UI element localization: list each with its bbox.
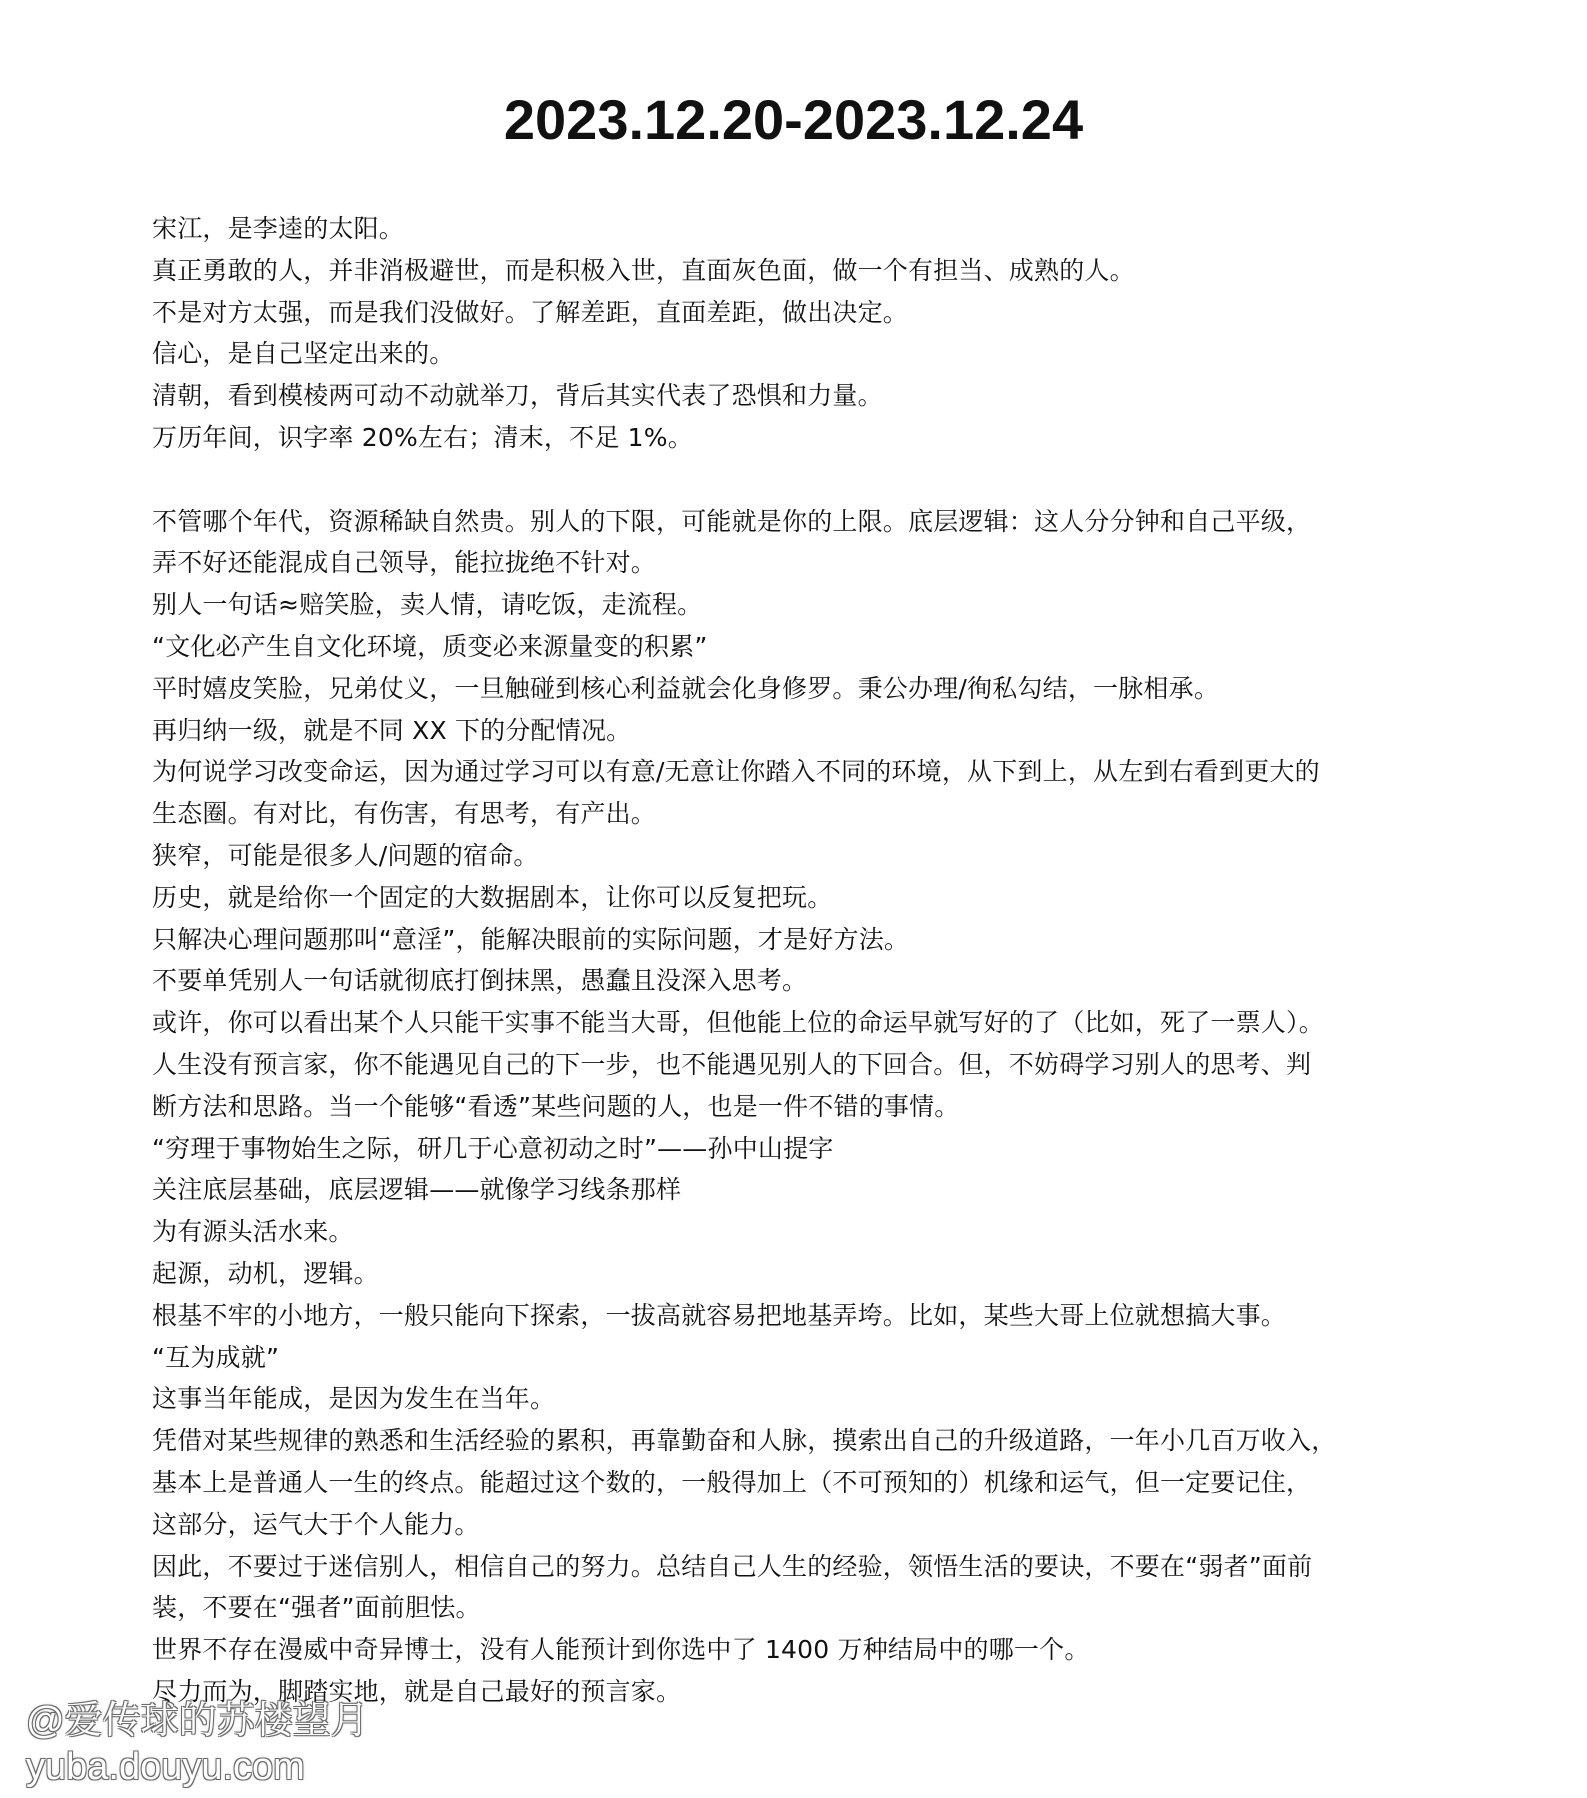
text-line: 别人一句话≈赔笑脸，卖人情，请吃饭，走流程。 [152, 590, 703, 620]
watermark-site: yuba.douyu.com [26, 1746, 305, 1788]
watermark-author: @爱传球的苏楼望月 [26, 1700, 369, 1742]
text-line: 不是对方太强，而是我们没做好。了解差距，直面差距，做出决定。 [152, 297, 909, 327]
text-line: 尽力而为，脚踏实地，就是自己最好的预言家。 [152, 1676, 682, 1706]
document-body [152, 208, 1452, 1713]
text-line: “穷理于事物始生之际，研几于心意初动之时”——孙中山提字 [152, 1133, 834, 1163]
text-line: 宋江，是李逵的太阳。 [152, 214, 405, 243]
text-line: 不要单凭别人一句话就彻底打倒抹黑，愚蠢且没深入思考。 [152, 966, 808, 996]
blank-line [152, 459, 1452, 501]
text-line: 再归纳一级，就是不同 XX 下的分配情况。 [152, 715, 632, 745]
text-line: 或许，你可以看出某个人只能干实事不能当大哥，但他能上位的命运早就写好的了（比如，死了一票人）。 [152, 1008, 1324, 1038]
text-line: 关注底层基础，底层逻辑——就像学习线条那样 [152, 1175, 682, 1205]
text-line: 平时嬉皮笑脸，兄弟仗义，一旦触碰到核心利益就会化身修罗。秉公办理/徇私勾结，一脉相承。 [152, 673, 1220, 703]
text-line: 这部分，运气大于个人能力。 [152, 1509, 480, 1539]
text-line: 只解决心理问题那叫“意淫”，能解决眼前的实际问题，才是好方法。 [152, 924, 910, 954]
text-line: 弄不好还能混成自己领导，能拉拢绝不针对。 [152, 548, 657, 578]
text-line: 历史，就是给你一个固定的大数据剧本，让你可以反复把玩。 [152, 882, 833, 912]
text-line: 世界不存在漫威中奇异博士，没有人能预计到你选中了 1400 万种结局中的哪一个。 [152, 1635, 1090, 1665]
text-line: 因此，不要过于迷信别人，相信自己的努力。总结自己人生的经验，领悟生活的要诀，不要在“弱者”面前 [152, 1551, 1313, 1581]
text-line: 这事当年能成，是因为发生在当年。 [152, 1384, 556, 1414]
text-line: 基本上是普通人一生的终点。能超过这个数的，一般得加上（不可预知的）机缘和运气，但一定要记住， [152, 1467, 1312, 1497]
text-line: 为何说学习改变命运，因为通过学习可以有意/无意让你踏入不同的环境，从下到上，从左到右看到更大的 [152, 757, 1320, 787]
text-line: 装，不要在“强者”面前胆怯。 [152, 1593, 481, 1623]
watermark [26, 1698, 369, 1790]
text-line: “文化必产生自文化环境，质变必来源量变的积累” [152, 631, 708, 661]
text-line: 信心，是自己坚定出来的。 [152, 339, 455, 369]
page-title: 2023.12.20-2023.12.24 [503, 88, 1084, 151]
text-line: 真正勇敢的人，并非消极避世，而是积极入世，直面灰色面，做一个有担当、成熟的人。 [152, 255, 1135, 285]
text-line: 断方法和思路。当一个能够“看透”某些问题的人，也是一件不错的事情。 [152, 1091, 960, 1121]
text-line: 根基不牢的小地方，一般只能向下探索，一拔高就容易把地基弄垮。比如，某些大哥上位就想搞大事。 [152, 1300, 1287, 1330]
text-line: 起源，动机，逻辑。 [152, 1258, 379, 1288]
text-line: 万历年间，识字率 20%左右；清末，不足 1%。 [152, 422, 693, 452]
text-line: 人生没有预言家，你不能遇见自己的下一步，也不能遇见别人的下回合。但，不妨碍学习别人的思考、判 [152, 1049, 1312, 1079]
text-line: 清朝，看到模棱两可动不动就举刀，背后其实代表了恐惧和力量。 [152, 381, 883, 411]
text-line: 凭借对某些规律的熟悉和生活经验的累积，再靠勤奋和人脉，摸索出自己的升级道路，一年小几百万收入， [152, 1426, 1337, 1456]
text-line: 不管哪个年代，资源稀缺自然贵。别人的下限，可能就是你的上限。底层逻辑：这人分分钟和自己平级， [152, 506, 1312, 536]
text-line: “互为成就” [152, 1342, 280, 1372]
text-line: 生态圈。有对比，有伤害，有思考，有产出。 [152, 799, 657, 829]
text-line: 为有源头活水来。 [152, 1217, 354, 1247]
text-line: 狭窄，可能是很多人/问题的宿命。 [152, 840, 539, 870]
